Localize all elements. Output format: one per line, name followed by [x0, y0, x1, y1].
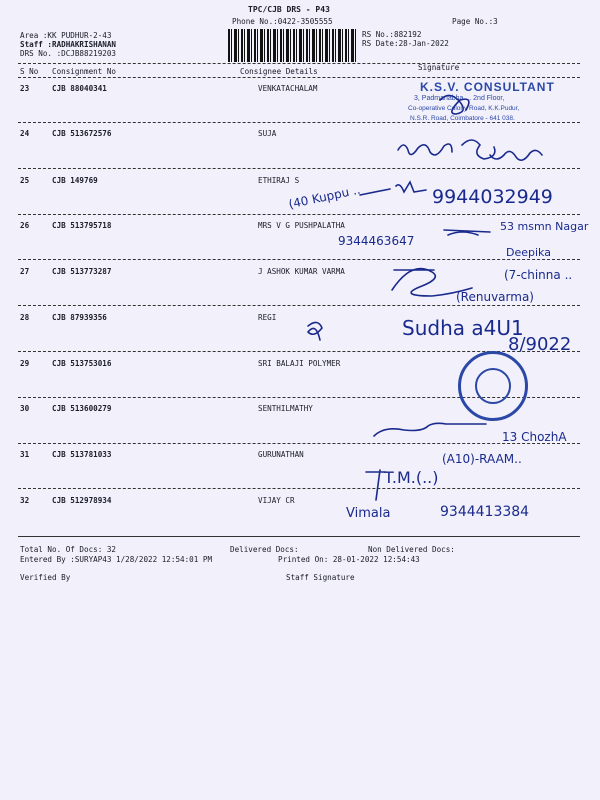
handwritten-note: 9344413384	[440, 504, 530, 520]
row-consignment: CJB 513773287	[52, 267, 112, 276]
handwritten-note: Deepika	[506, 246, 551, 259]
handwritten-note: 8/9022	[508, 334, 572, 355]
row-consignee: SENTHILMATHY	[258, 404, 313, 413]
row-consignment: CJB 513600279	[52, 404, 112, 413]
row-sno: 30	[20, 404, 30, 413]
area-label: Area :KK PUDHUR-2-43	[20, 31, 112, 40]
row-sno: 28	[20, 313, 30, 322]
handwritten-note: (7-chinna ..	[504, 268, 573, 282]
row-consignment: CJB 513753016	[52, 359, 112, 368]
delivered-docs: Delivered Docs:	[230, 545, 299, 554]
seal-center-icon	[475, 368, 511, 404]
row-consignment: CJB 513781033	[52, 450, 112, 459]
column-consignment: Consignment No	[52, 67, 117, 76]
row-consignment: CJB 512978934	[52, 496, 112, 505]
rs-number: RS No.:882192	[362, 30, 422, 39]
handwritten-note: T.M.(..)	[384, 468, 439, 487]
company-seal	[458, 351, 528, 421]
row-sno: 31	[20, 450, 30, 459]
row-sno: 25	[20, 176, 30, 185]
row-sno: 32	[20, 496, 30, 505]
row-consignee: SRI BALAJI POLYMER	[258, 359, 341, 368]
staff-label: Staff :RADHAKRISHANAN	[20, 40, 117, 49]
handwritten-note: (Renuvarma)	[456, 290, 534, 304]
drs-number: DRS No. :DCJB88219203	[20, 49, 117, 58]
entered-by: Entered By :SURYAP43 1/28/2022 12:54:01 PM	[20, 555, 213, 564]
row-consignee: VIJAY CR	[258, 496, 295, 505]
column-consignee: Consignee Details	[240, 67, 318, 76]
column-sno: S No	[20, 67, 39, 76]
document-title: TPC/CJB DRS - P43	[248, 5, 330, 14]
row-consignee: J ASHOK KUMAR VARMA	[258, 267, 345, 276]
handwritten-note: Sudha a4U1	[402, 316, 524, 340]
handwritten-note: 53 msmn Nagar	[500, 220, 589, 233]
page-number: Page No.:3	[452, 17, 498, 26]
row-consignment: CJB 149769	[52, 176, 98, 185]
row-consignee: MRS V G PUSHPALATHA	[258, 221, 345, 230]
handwritten-note: (40 Kuppu ..	[287, 182, 362, 212]
verified-by: Verified By	[20, 573, 71, 582]
stamp-line: 3, Padmanabha ... 2nd Floor,	[414, 95, 505, 102]
row-consignee: VENKATACHALAM	[258, 84, 318, 93]
total-docs: Total No. Of Docs: 32	[20, 545, 117, 554]
handwritten-note: Vimala	[346, 506, 391, 521]
rs-date: RS Date:28-Jan-2022	[362, 39, 449, 48]
row-consignment: CJB 513672576	[52, 129, 112, 138]
row-sno: 24	[20, 129, 30, 138]
stamp-line: K.S.V. CONSULTANT	[420, 80, 555, 94]
staff-signature-label: Staff Signature	[286, 573, 355, 582]
stamp-line: N.S.R. Road, Coimbatore - 641 038.	[410, 115, 515, 122]
handwritten-note: 9344463647	[338, 234, 415, 248]
row-sno: 27	[20, 267, 30, 276]
column-signature: Signature	[418, 63, 460, 72]
row-consignment: CJB 513795718	[52, 221, 112, 230]
non-delivered-docs: Non Delivered Docs:	[368, 545, 455, 554]
row-consignment: CJB 88040341	[52, 84, 107, 93]
handwritten-note: 9944032949	[432, 186, 553, 208]
printed-on: Printed On: 28-01-2022 12:54:43	[278, 555, 420, 564]
row-consignment: CJB 87939356	[52, 313, 107, 322]
row-sno: 23	[20, 84, 30, 93]
row-consignee: REGI	[258, 313, 277, 322]
handwritten-note: (A10)-RAAM..	[442, 452, 522, 466]
row-consignee: ETHIRAJ S	[258, 176, 300, 185]
row-sno: 29	[20, 359, 30, 368]
row-consignee: SUJA	[258, 129, 277, 138]
row-sno: 26	[20, 221, 30, 230]
row-consignee: GURUNATHAN	[258, 450, 304, 459]
stamp-line: Co-operative Colony Road, K.K.Pudur,	[408, 105, 520, 112]
phone-number: Phone No.:0422-3505555	[232, 17, 333, 26]
handwritten-note: 13 ChozhA	[502, 430, 567, 444]
